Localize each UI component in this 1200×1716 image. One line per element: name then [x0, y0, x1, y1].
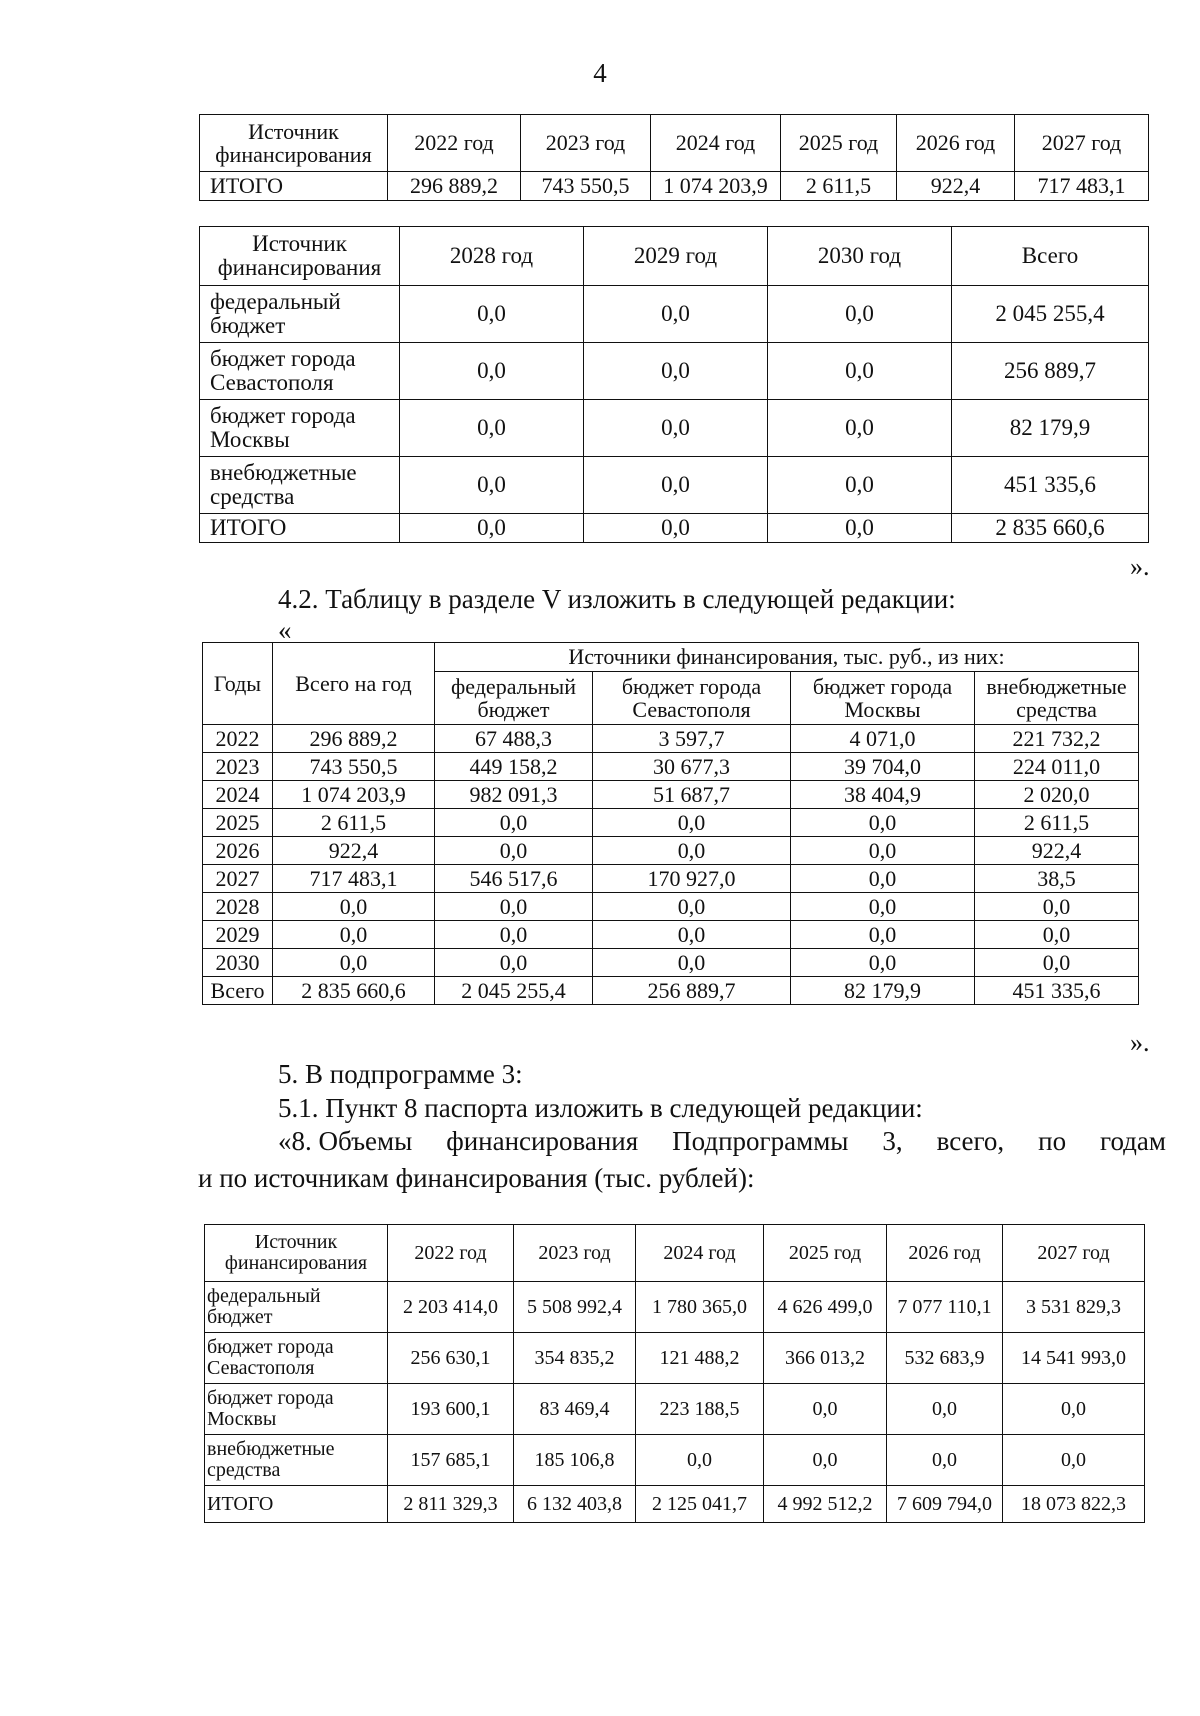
- word: всего,: [936, 1126, 1005, 1156]
- section-5-line-2: 5.1. Пункт 8 паспорта изложить в следующей редакции:: [278, 1093, 923, 1123]
- table-cell: 0,0: [584, 514, 768, 543]
- table-cell: 451 335,6: [952, 457, 1149, 514]
- table-cell: 5 508 992,4: [514, 1282, 636, 1333]
- header-cell: 2024 год: [636, 1225, 764, 1282]
- table-cell: 0,0: [636, 1435, 764, 1486]
- table-cell: 743 550,5: [521, 172, 651, 201]
- table-cell: 366 013,2: [764, 1333, 887, 1384]
- table-cell: 0,0: [435, 837, 593, 865]
- table-cell: 7 609 794,0: [887, 1486, 1003, 1523]
- table-row: [200, 400, 1149, 457]
- table-cell: 982 091,3: [435, 781, 593, 809]
- table-cell: 0,0: [593, 809, 791, 837]
- table-cell: 922,4: [975, 837, 1139, 865]
- table-cell: 223 188,5: [636, 1384, 764, 1435]
- table-cell: 922,4: [273, 837, 435, 865]
- table-row: [203, 893, 1139, 921]
- table-cell: 3 531 829,3: [1003, 1282, 1145, 1333]
- table-cell: 256 630,1: [388, 1333, 514, 1384]
- table-header-row: [200, 115, 1149, 172]
- table-cell: 2 045 255,4: [435, 977, 593, 1005]
- table-row: [203, 837, 1139, 865]
- table-cell: 0,0: [887, 1435, 1003, 1486]
- table-cell: 2 125 041,7: [636, 1486, 764, 1523]
- table-row: [203, 781, 1139, 809]
- header-cell: федеральный бюджет: [435, 672, 593, 725]
- section-5-line-3: [278, 1126, 1166, 1157]
- table-row: [200, 172, 1149, 201]
- table-cell: 83 469,4: [514, 1384, 636, 1435]
- table-cell: 0,0: [764, 1384, 887, 1435]
- header-cell: 2025 год: [781, 115, 897, 172]
- table-cell: 0,0: [887, 1384, 1003, 1435]
- header-cell: 2023 год: [521, 115, 651, 172]
- table-cell: 0,0: [791, 809, 975, 837]
- table-cell: 2029: [203, 921, 273, 949]
- table-cell: 0,0: [584, 400, 768, 457]
- table-cell: 2 611,5: [781, 172, 897, 201]
- table-cell: 296 889,2: [273, 725, 435, 753]
- table-cell: 0,0: [975, 893, 1139, 921]
- table-row: [203, 725, 1139, 753]
- header-cell: Всего: [952, 227, 1149, 286]
- table-cell: 0,0: [593, 921, 791, 949]
- table-cell: 0,0: [400, 514, 584, 543]
- table-cell: 2 835 660,6: [952, 514, 1149, 543]
- table-cell: 82 179,9: [791, 977, 975, 1005]
- table-cell: 2 811 329,3: [388, 1486, 514, 1523]
- table-row: [200, 343, 1149, 400]
- word: Подпрограммы: [672, 1126, 849, 1156]
- table-cell: 0,0: [791, 893, 975, 921]
- table-cell: 67 488,3: [435, 725, 593, 753]
- table-cell: федеральный бюджет: [200, 286, 400, 343]
- header-cell: 2030 год: [768, 227, 952, 286]
- table-cell: 39 704,0: [791, 753, 975, 781]
- table-cell: 0,0: [791, 837, 975, 865]
- table-header-row: [205, 1225, 1145, 1282]
- table-cell: 2028: [203, 893, 273, 921]
- table-cell: бюджет города Москвы: [205, 1384, 388, 1435]
- section-5-line-4: и по источникам финансирования (тыс. рублей):: [198, 1163, 755, 1193]
- table-cell: 0,0: [1003, 1435, 1145, 1486]
- table-cell: 2 835 660,6: [273, 977, 435, 1005]
- table-cell: 7 077 110,1: [887, 1282, 1003, 1333]
- table-cell: 0,0: [435, 893, 593, 921]
- table-cell: 3 597,7: [593, 725, 791, 753]
- table-cell: 193 600,1: [388, 1384, 514, 1435]
- header-cell: 2026 год: [887, 1225, 1003, 1282]
- table-cell: 18 073 822,3: [1003, 1486, 1145, 1523]
- header-cell: 2024 год: [651, 115, 781, 172]
- table-cell: 2 045 255,4: [952, 286, 1149, 343]
- table-cell: 51 687,7: [593, 781, 791, 809]
- word: «8. Объемы: [278, 1126, 413, 1156]
- table-cell: ИТОГО: [205, 1486, 388, 1523]
- header-cell: 2026 год: [897, 115, 1015, 172]
- table-cell: 2 020,0: [975, 781, 1139, 809]
- table-cell: внебюджетные средства: [200, 457, 400, 514]
- table-cell: 221 732,2: [975, 725, 1139, 753]
- table-cell: 0,0: [768, 457, 952, 514]
- table-cell: 0,0: [791, 921, 975, 949]
- table-cell: 1 074 203,9: [651, 172, 781, 201]
- table-cell: 0,0: [584, 343, 768, 400]
- table-cell: 0,0: [593, 837, 791, 865]
- table-cell: 30 677,3: [593, 753, 791, 781]
- table-cell: 0,0: [1003, 1384, 1145, 1435]
- table-cell: 0,0: [975, 921, 1139, 949]
- table-cell: 0,0: [768, 514, 952, 543]
- table-cell: 170 927,0: [593, 865, 791, 893]
- table-cell: 14 541 993,0: [1003, 1333, 1145, 1384]
- word: 3,: [882, 1126, 903, 1156]
- closing-quote: ».: [1130, 1028, 1150, 1057]
- table-total-row: [203, 977, 1139, 1005]
- table-cell: 256 889,7: [952, 343, 1149, 400]
- table-cell: 451 335,6: [975, 977, 1139, 1005]
- header-cell: 2028 год: [400, 227, 584, 286]
- table-cell: 0,0: [435, 949, 593, 977]
- table-cell: бюджет города Севастополя: [205, 1333, 388, 1384]
- table-cell: 0,0: [593, 949, 791, 977]
- table-header-row: [200, 227, 1149, 286]
- table-cell: 0,0: [791, 949, 975, 977]
- table-header-row: [203, 643, 1139, 672]
- header-cell: 2027 год: [1015, 115, 1149, 172]
- table-cell: 2027: [203, 865, 273, 893]
- table-cell: 296 889,2: [388, 172, 521, 201]
- table-cell: 0,0: [273, 921, 435, 949]
- table-cell: 922,4: [897, 172, 1015, 201]
- table-cell: 38,5: [975, 865, 1139, 893]
- header-cell: Источник финансирования: [200, 115, 388, 172]
- table-cell: 2 203 414,0: [388, 1282, 514, 1333]
- closing-quote: ».: [1130, 552, 1150, 581]
- header-cell: бюджет города Севастополя: [593, 672, 791, 725]
- header-cell: 2023 год: [514, 1225, 636, 1282]
- table-cell: федеральный бюджет: [205, 1282, 388, 1333]
- table-cell: 0,0: [400, 343, 584, 400]
- table-cell: 0,0: [768, 343, 952, 400]
- table-cell: 2030: [203, 949, 273, 977]
- header-cell: внебюджетные средства: [975, 672, 1139, 725]
- word: по: [1038, 1126, 1067, 1156]
- header-cell: Источник финансирования: [200, 227, 400, 286]
- table-row: [205, 1435, 1145, 1486]
- header-cell: 2029 год: [584, 227, 768, 286]
- table-cell: 4 071,0: [791, 725, 975, 753]
- table-row: [203, 753, 1139, 781]
- table-cell: 0,0: [400, 457, 584, 514]
- word: финансирования: [446, 1126, 639, 1156]
- table-cell: 2023: [203, 753, 273, 781]
- table-cell: 0,0: [768, 400, 952, 457]
- table-row: [205, 1333, 1145, 1384]
- financing-table-2022-2027-total: [199, 114, 1149, 201]
- table-cell: 0,0: [764, 1435, 887, 1486]
- header-cell: Источник финансирования: [205, 1225, 388, 1282]
- table-total-row: [205, 1486, 1145, 1523]
- table-row: [203, 949, 1139, 977]
- table-row: [200, 457, 1149, 514]
- table-cell: ИТОГО: [200, 172, 388, 201]
- table-cell: ИТОГО: [200, 514, 400, 543]
- table-cell: 0,0: [584, 457, 768, 514]
- table-cell: 224 011,0: [975, 753, 1139, 781]
- header-cell-total: Всего на год: [273, 643, 435, 725]
- subprogram-3-financing-table: [204, 1224, 1145, 1523]
- header-cell: 2027 год: [1003, 1225, 1145, 1282]
- header-cell: 2022 год: [388, 1225, 514, 1282]
- table-cell: 157 685,1: [388, 1435, 514, 1486]
- table-row: [203, 921, 1139, 949]
- financing-by-year-table: [202, 642, 1139, 1005]
- table-cell: 6 132 403,8: [514, 1486, 636, 1523]
- table-row: [205, 1282, 1145, 1333]
- table-row: [203, 865, 1139, 893]
- table-cell: 0,0: [435, 921, 593, 949]
- header-cell-years: Годы: [203, 643, 273, 725]
- section-4-2-text: 4.2. Таблицу в разделе V изложить в следующей редакции:: [278, 584, 956, 614]
- header-cell: 2025 год: [764, 1225, 887, 1282]
- table-cell: 449 158,2: [435, 753, 593, 781]
- table-cell: 532 683,9: [887, 1333, 1003, 1384]
- table-row: [205, 1384, 1145, 1435]
- table-cell: 0,0: [400, 400, 584, 457]
- section-5-line-1: 5. В подпрограмме 3:: [278, 1059, 523, 1089]
- table-cell: 717 483,1: [1015, 172, 1149, 201]
- table-cell: 546 517,6: [435, 865, 593, 893]
- table-row: [200, 286, 1149, 343]
- table-cell: 2 611,5: [273, 809, 435, 837]
- financing-table-2028-2030: [199, 226, 1149, 543]
- table-cell: 0,0: [273, 949, 435, 977]
- table-cell: 2 611,5: [975, 809, 1139, 837]
- table-cell: 82 179,9: [952, 400, 1149, 457]
- table-cell: 185 106,8: [514, 1435, 636, 1486]
- table-cell: 717 483,1: [273, 865, 435, 893]
- table-cell: 2024: [203, 781, 273, 809]
- header-cell: 2022 год: [388, 115, 521, 172]
- table-cell: 0,0: [593, 893, 791, 921]
- header-cell: бюджет города Москвы: [791, 672, 975, 725]
- table-cell: Всего: [203, 977, 273, 1005]
- table-cell: 2025: [203, 809, 273, 837]
- table-cell: 4 992 512,2: [764, 1486, 887, 1523]
- table-cell: 0,0: [791, 865, 975, 893]
- header-cell-group: Источники финансирования, тыс. руб., из них:: [435, 643, 1139, 672]
- table-cell: бюджет города Севастополя: [200, 343, 400, 400]
- table-cell: 2022: [203, 725, 273, 753]
- opening-quote: «: [278, 615, 292, 645]
- table-cell: 2026: [203, 837, 273, 865]
- table-cell: 1 780 365,0: [636, 1282, 764, 1333]
- table-cell: 4 626 499,0: [764, 1282, 887, 1333]
- word: годам: [1100, 1126, 1166, 1156]
- table-cell: 0,0: [273, 893, 435, 921]
- table-cell: 121 488,2: [636, 1333, 764, 1384]
- table-cell: 1 074 203,9: [273, 781, 435, 809]
- table-cell: 743 550,5: [273, 753, 435, 781]
- table-cell: внебюджетные средства: [205, 1435, 388, 1486]
- table-cell: 0,0: [768, 286, 952, 343]
- table-row: [203, 809, 1139, 837]
- table-total-row: [200, 514, 1149, 543]
- table-cell: 0,0: [975, 949, 1139, 977]
- table-cell: бюджет города Москвы: [200, 400, 400, 457]
- page-number: 4: [593, 58, 607, 88]
- table-cell: 0,0: [400, 286, 584, 343]
- table-cell: 256 889,7: [593, 977, 791, 1005]
- table-cell: 0,0: [435, 809, 593, 837]
- table-cell: 38 404,9: [791, 781, 975, 809]
- table-cell: 354 835,2: [514, 1333, 636, 1384]
- table-cell: 0,0: [584, 286, 768, 343]
